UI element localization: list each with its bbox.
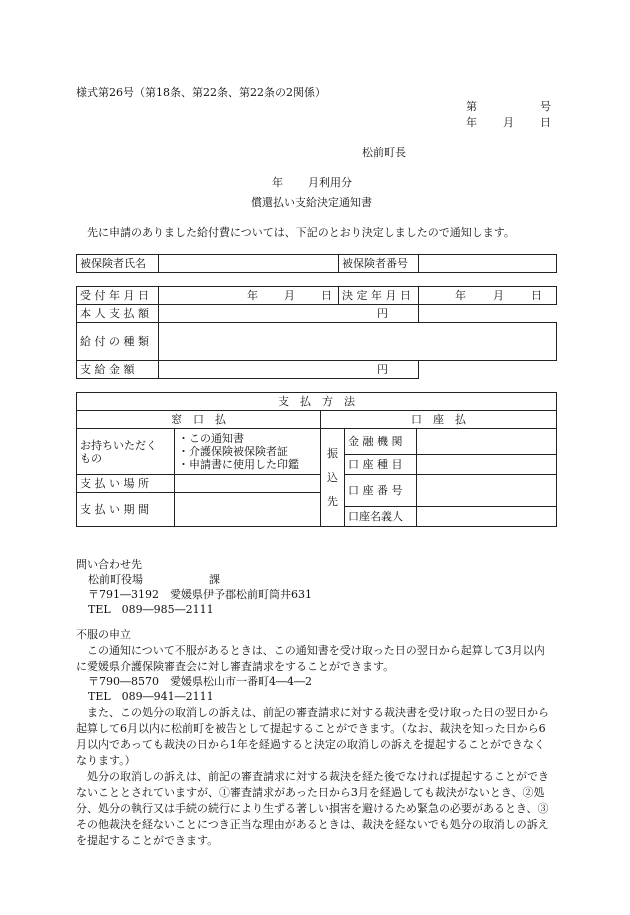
date-month: 月 xyxy=(503,116,514,129)
payment-period-label: 支 払 い 期 間 xyxy=(77,493,175,527)
payment-amount-value[interactable] xyxy=(159,361,419,379)
payment-amount-unit: 円 xyxy=(377,363,388,376)
usage-year: 年 xyxy=(272,176,283,189)
received-year: 年 xyxy=(247,289,258,302)
contact-address: 〒791―3192 愛媛県伊予郡松前町筒井631 xyxy=(88,588,312,601)
date-day: 日 xyxy=(540,116,551,129)
form-number: 様式第26号（第18条、第22条、第22条の2関係） xyxy=(76,86,326,99)
contact-office: 松前町役場 xyxy=(88,573,143,586)
blank-cell xyxy=(419,305,557,323)
payment-method-header: 支 払 方 法 xyxy=(77,393,557,411)
decided-date-label: 決 定 年 月 日 xyxy=(339,287,419,305)
transfer-destination-label: 振 込 先 xyxy=(321,429,345,527)
insured-number-value[interactable] xyxy=(419,255,557,273)
contact-section: 課 xyxy=(209,573,220,586)
blank-cell xyxy=(419,361,557,379)
account-payment-header: 口 座 払 xyxy=(321,411,557,429)
self-pay-unit: 円 xyxy=(377,307,388,320)
account-holder-value[interactable] xyxy=(417,507,557,527)
benefit-type-label: 給 付 の 種 類 xyxy=(77,323,159,361)
payment-amount-label: 支 給 金 額 xyxy=(77,361,159,379)
usage-month: 月利用分 xyxy=(308,176,352,189)
document-title: 償還払い支給決定通知書 xyxy=(251,196,372,209)
insured-number-label: 被保険者番号 xyxy=(339,255,419,273)
account-number-value[interactable] xyxy=(417,475,557,507)
bring-item: ・この通知書 xyxy=(178,432,244,445)
bring-item: ・申請書に使用した印鑑 xyxy=(178,458,299,471)
received-day: 日 xyxy=(321,289,332,302)
window-payment-header: 窓 口 払 xyxy=(77,411,321,429)
bring-item: ・介護保険被保険者証 xyxy=(178,445,288,458)
insured-name-value[interactable] xyxy=(159,255,339,273)
items-to-bring-list xyxy=(175,429,321,475)
items-to-bring-label: お持ちいただく もの xyxy=(77,429,175,475)
appeal-paragraph-1: この通知について不服があるときは、この通知書を受け取った日の翌日から起算して3月以内に愛媛県介護保険審査会に対し審査請求をすることができます。 xyxy=(76,644,545,673)
decided-date-value[interactable] xyxy=(419,287,557,305)
bank-label: 金 融 機 関 xyxy=(345,429,417,455)
document-number-prefix: 第 xyxy=(466,100,477,113)
benefit-type-value[interactable] xyxy=(159,323,557,361)
account-number-label: 口 座 番 号 xyxy=(345,475,417,507)
appeal-address: 〒790―8570 愛媛県松山市一番町4―4―2 xyxy=(88,675,312,688)
decided-month: 月 xyxy=(493,289,504,302)
appeal-paragraph-2: また、この処分の取消しの訴えは、前記の審査請求に対する裁決書を受け取った日の翌日から起算して6月以内に松前町を被告として提起することができます。（なお、裁決を知った日から6月以内であっても裁決の日から1年を経過すると決定の取消しの訴えを提起することができなくなります。） xyxy=(76,706,549,767)
payment-method-table xyxy=(76,392,557,527)
decided-day: 日 xyxy=(531,289,542,302)
insured-name-label: 被保険者氏名 xyxy=(77,255,159,273)
detail-table xyxy=(76,286,557,379)
appeal-heading: 不服の申立 xyxy=(76,628,131,641)
decided-year: 年 xyxy=(455,289,466,302)
payment-place-value[interactable] xyxy=(175,475,321,493)
account-type-label: 口 座 種 目 xyxy=(345,455,417,475)
document-number-suffix: 号 xyxy=(540,100,551,113)
appeal-tel: TEL 089―941―2111 xyxy=(88,690,214,703)
received-date-label: 受 付 年 月 日 xyxy=(77,287,159,305)
bank-value[interactable] xyxy=(417,429,557,455)
insured-table xyxy=(76,254,557,273)
intro-text: 先に申請のありました給付費については、下記のとおり決定しましたので通知します。 xyxy=(87,226,515,239)
received-date-value[interactable] xyxy=(159,287,339,305)
date-year: 年 xyxy=(466,116,477,129)
contact-tel: TEL 089―985―2111 xyxy=(88,603,214,616)
appeal-paragraph-3: 処分の取消しの訴えは、前記の審査請求に対する裁決を経た後でなければ提起することができないこととされていますが、①審査請求があった日から3月を経過しても裁決がないとき、②処分、処分の執行又は手続の続行により生ずる著しい損害を避けるため緊急の必要があるとき、③その他裁決を経ないことにつき正当な理由があるときは、裁決を経ないでも処分の取消しの訴えを提起することができます。 xyxy=(76,770,549,847)
account-holder-label: 口座名義人 xyxy=(345,507,417,527)
self-pay-value[interactable] xyxy=(159,305,419,323)
received-month: 月 xyxy=(284,289,295,302)
issuer: 松前町長 xyxy=(362,146,406,159)
self-pay-label: 本 人 支 払 額 xyxy=(77,305,159,323)
contact-heading: 問い合わせ先 xyxy=(76,558,142,571)
payment-place-label: 支 払 い 場 所 xyxy=(77,475,175,493)
payment-period-value[interactable] xyxy=(175,493,321,527)
account-type-value[interactable] xyxy=(417,455,557,475)
